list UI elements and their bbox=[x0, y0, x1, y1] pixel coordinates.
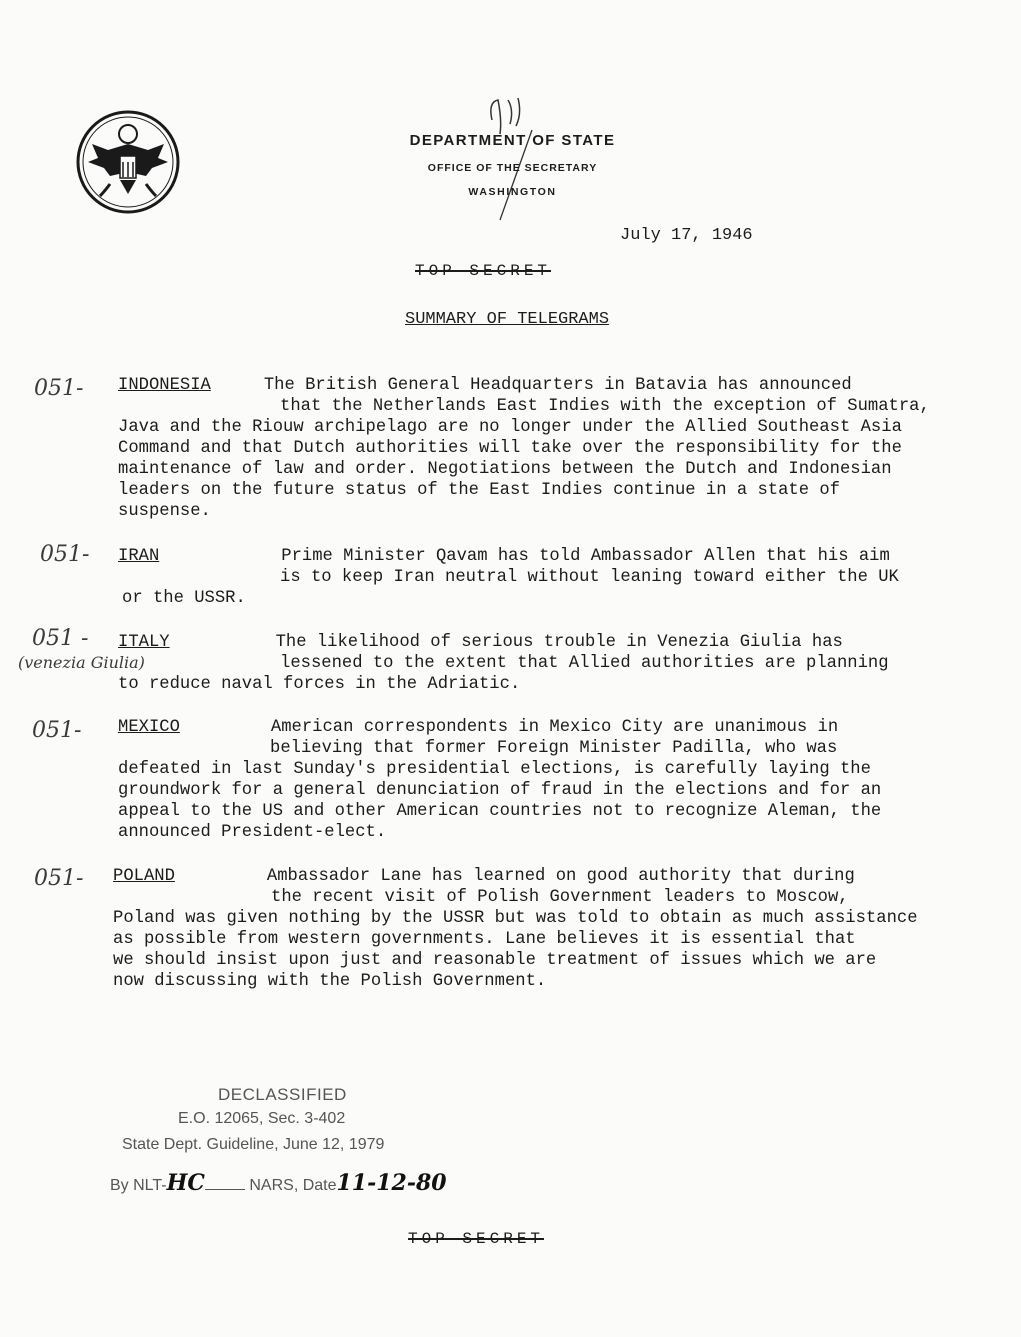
entry-indonesia bbox=[118, 375, 958, 522]
entry-line: now discussing with the Polish Government. bbox=[113, 972, 547, 991]
by-prefix: By NLT- bbox=[110, 1177, 167, 1194]
letterhead-city: WASHINGTON bbox=[468, 186, 557, 198]
classification-top: TOP SECRET bbox=[415, 262, 552, 280]
letterhead-office: OFFICE OF THE SECRETARY bbox=[427, 162, 598, 174]
entry-line: as possible from western governments. Lane believes it is essential that bbox=[113, 930, 856, 949]
entry-line: The likelihood of serious trouble in Venezia Giulia has bbox=[275, 633, 843, 652]
nars-label: NARS, Date bbox=[249, 1177, 337, 1194]
margin-note: 051- bbox=[34, 376, 84, 401]
entry-iran bbox=[118, 546, 958, 609]
entry-line: or the USSR. bbox=[122, 589, 246, 608]
entry-line: to reduce naval forces in the Adriatic. bbox=[118, 675, 521, 694]
country-heading: POLAND bbox=[113, 867, 175, 886]
entry-line: Ambassador Lane has learned on good authority that during bbox=[266, 867, 855, 886]
margin-note: 051- bbox=[32, 718, 82, 743]
entry-line: that the Netherlands East Indies with the exception of Sumatra, bbox=[280, 397, 930, 416]
country-heading: INDONESIA bbox=[118, 376, 211, 395]
entry-line: groundwork for a general denunciation of fraud in the elections and for an bbox=[118, 781, 882, 800]
entry-line: believing that former Foreign Minister Padilla, who was bbox=[270, 739, 838, 758]
entry-line: is to keep Iran neutral without leaning toward either the UK bbox=[280, 568, 899, 587]
country-heading: IRAN bbox=[118, 547, 160, 566]
entry-line: American correspondents in Mexico City are unanimous in bbox=[270, 718, 839, 737]
country-heading: ITALY bbox=[118, 633, 170, 652]
declassified-guideline: State Dept. Guideline, June 12, 1979 bbox=[122, 1136, 385, 1153]
entry-line: maintenance of law and order. Negotiations between the Dutch and Indonesian bbox=[118, 460, 892, 479]
entry-line: defeated in last Sunday's presidential elections, is carefully laying the bbox=[118, 760, 871, 779]
entry-line: announced President-elect. bbox=[118, 823, 387, 842]
margin-note: 051 - bbox=[32, 626, 89, 651]
entry-line: Prime Minister Qavam has told Ambassador Allen that his aim bbox=[281, 547, 890, 566]
entry-line: Java and the Riouw archipelago are no longer under the Allied Southeast Asia bbox=[118, 418, 902, 437]
reviewer-initials: HC bbox=[166, 1170, 205, 1196]
letterhead-department: DEPARTMENT OF STATE bbox=[409, 132, 616, 149]
classification-bottom: TOP SECRET bbox=[408, 1230, 545, 1248]
entry-line: The British General Headquarters in Batavia has announced bbox=[263, 376, 852, 395]
entry-line: leaders on the future status of the East Indies continue in a state of bbox=[118, 481, 840, 500]
entry-line: appeal to the US and other American countries not to recognize Aleman, the bbox=[118, 802, 882, 821]
declassified-heading: DECLASSIFIED bbox=[218, 1085, 347, 1104]
handwritten-mark-icon bbox=[470, 90, 560, 230]
entry-poland bbox=[113, 866, 953, 992]
entry-line: Poland was given nothing by the USSR but was told to obtain as much assistance bbox=[113, 909, 918, 928]
entry-line: suspense. bbox=[118, 502, 211, 521]
department-seal-icon bbox=[70, 110, 186, 214]
entry-line: the recent visit of Polish Government leaders to Moscow, bbox=[271, 888, 849, 907]
document-date: July 17, 1946 bbox=[620, 226, 753, 245]
entry-line: Command and that Dutch authorities will take over the responsibility for the bbox=[118, 439, 902, 458]
entry-line: lessened to the extent that Allied authorities are planning bbox=[280, 654, 889, 673]
declassified-eo: E.O. 12065, Sec. 3-402 bbox=[178, 1110, 346, 1127]
margin-note: 051- bbox=[40, 542, 90, 567]
document-title: SUMMARY OF TELEGRAMS bbox=[405, 310, 610, 329]
declassified-byline bbox=[110, 1170, 447, 1196]
entry-mexico bbox=[118, 717, 958, 843]
entry-italy bbox=[118, 632, 958, 695]
margin-note: 051- bbox=[34, 866, 84, 891]
declassified-date: 11-12-80 bbox=[336, 1170, 447, 1196]
margin-note-secondary: (venezia Giulia) bbox=[18, 653, 145, 672]
country-heading: MEXICO bbox=[118, 718, 180, 737]
entry-line: we should insist upon just and reasonable treatment of issues which we are bbox=[113, 951, 877, 970]
